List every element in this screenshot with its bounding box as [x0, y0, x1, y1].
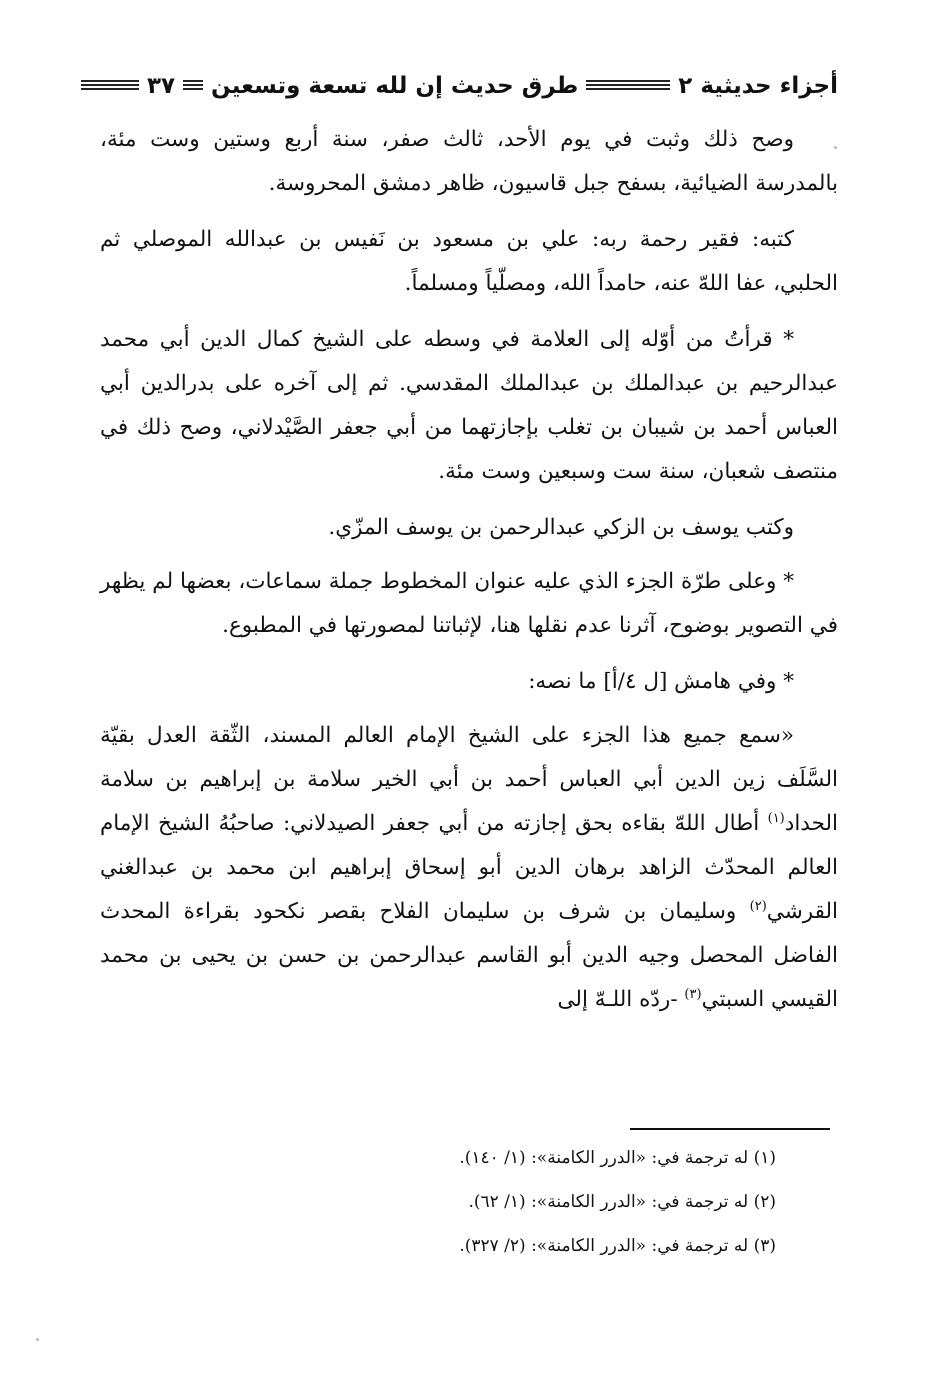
chapter-title: طرق حديث إن لله تسعة وتسعين [211, 73, 579, 99]
header-ornament-bar [183, 80, 203, 92]
quote-text: -ردّه اللـهّ إلى [557, 987, 685, 1012]
footnote-ref: (٣) [684, 986, 702, 1002]
paragraph: * وعلى طرّة الجزء الذي عليه عنوان المخطوط جملة سماعات، بعضها لم يظهر في التصوير بوضوح، آثرنا عدم نقلها هنا، لإثباتنا لمصورتها في المطبوع. [100, 569, 838, 638]
paragraph: وصح ذلك وثبت في يوم الأحد، ثالث صفر، سنة أربع وستين وست مئة، بالمدرسة الضيائية، بسفح جبل قاسيون، ظاهر دمشق المحروسة. [100, 127, 838, 196]
paragraph: * وفي هامش [ل ٤/أ] ما نصه: [528, 669, 794, 694]
paragraph: * قرأتُ من أوّله إلى العلامة في وسطه على الشيخ كمال الدين أبي محمد عبدالرحيم بن عبدالملك بن عبدالملك المقدسي. ثم إلى آخره على بدرالدين أبي العباس أحمد بن شيبان بن تغلب بإجازتهما من أبي جعفر الصَّيْدلاني، وصح ذلك في منتصف شعبان، سنة ست وسبعين وست مئة. [100, 327, 838, 484]
header-ornament-bar [586, 80, 670, 92]
footnote-ref: (٢) [749, 898, 767, 914]
paragraph: وكتب يوسف بن الزكي عبدالرحمن بن يوسف المزّي. [328, 515, 794, 540]
footnote: (١) له ترجمة في: «الدرر الكامنة»: (١/ ١٤٠). [459, 1148, 776, 1168]
footnote: (٣) له ترجمة في: «الدرر الكامنة»: (٢/ ٣٢٧). [459, 1236, 776, 1256]
page-number: ٣٧ [146, 73, 176, 99]
scan-speck [834, 146, 837, 149]
quote-text: وسليمان بن شرف بن سليمان الفلاح بقصر نكحود بقراءة المحدث الفاضل المحصل وجيه الدين أبو القاسم عبدالرحمن بن حسن بن يحيى بن محمد القيسي السبتي [100, 899, 838, 1012]
footnotes [100, 1136, 776, 1268]
footnote: (٢) له ترجمة في: «الدرر الكامنة»: (١/ ٦٢). [468, 1192, 776, 1212]
footnote-separator [630, 1128, 830, 1130]
footnote-ref: (١) [767, 810, 785, 826]
quote-text: أطال اللهّ بقاءه بحق إجازته من أبي جعفر الصيدلاني: صاحبُهُ الشيخ الإمام العالم المحدّث الزاهد برهان الدين أبو إسحاق إبراهيم ابن محمد بن عبدالغني القرشي [100, 811, 838, 924]
book-title: أجزاء حديثية ٢ [678, 73, 838, 99]
scan-speck [36, 1338, 39, 1341]
header-ornament-bar [81, 80, 139, 92]
main-text [100, 118, 838, 1034]
running-header [103, 66, 838, 106]
quote-text: «سمع جميع هذا الجزء على الشيخ الإمام العالم المسند، الثّقة العدل بقيّة السَّلَف زين الدين أبي العباس أحمد بن أبي الخير سلامة بن إبراهيم بن سلامة الحداد [100, 723, 838, 836]
paragraph: كتبه: فقير رحمة ربه: علي بن مسعود بن نَفيس بن عبدالله الموصلي ثم الحلبي، عفا اللهّ عنه، حامداً الله، ومصلّياً ومسلماً. [100, 227, 838, 296]
quoted-paragraph [100, 714, 838, 1022]
